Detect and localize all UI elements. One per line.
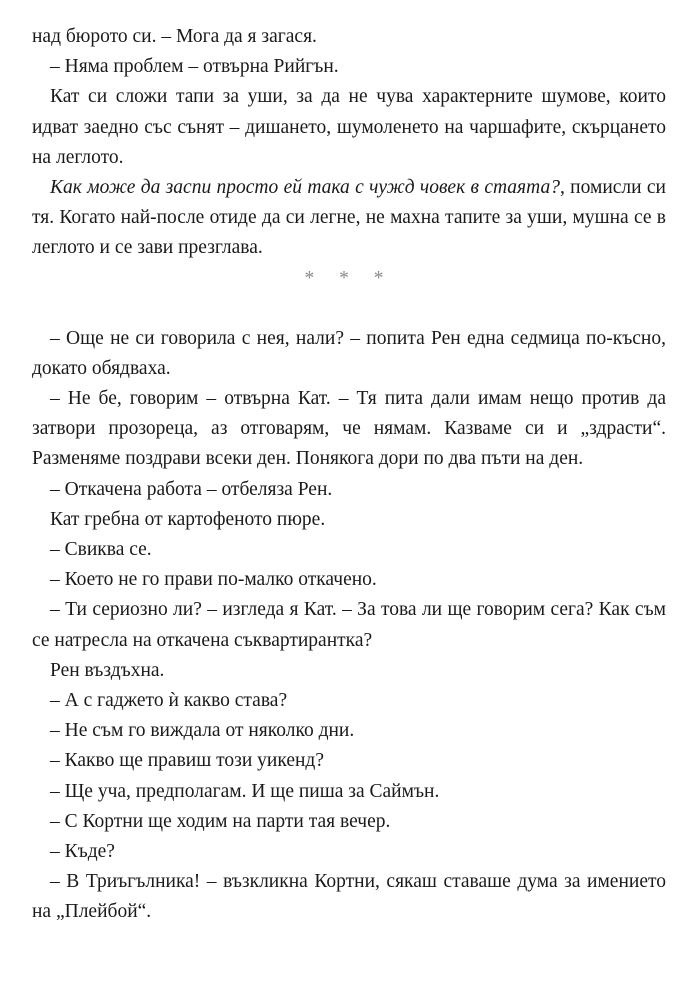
paragraph: – В Триъгълника! – възкликна Кортни, сякаш ставаше дума за имението на „Плейбой“. [32, 871, 666, 923]
paragraph: – Още не си говорила с нея, нали? – попита Рен една седмица по-късно, докато обядваха. [32, 327, 666, 379]
paragraph: – Не бе, говорим – отвърна Кат. – Тя пита дали имам нещо против да затвори прозореца, аз отговарям, че нямам. Казваме си и „здрасти“. Разменяме поздрави всеки ден. Понякога дори по два пъти на ден. [32, 388, 666, 470]
paragraph: – Което не го прави по-малко откачено. [50, 569, 377, 591]
italic-thought: Как може да заспи просто ей така с чужд човек в стаята? [50, 177, 560, 199]
paragraph: – Ще уча, предполагам. И ще пиша за Саймън. [50, 780, 440, 802]
paragraph: – С Кортни ще ходим на парти тая вечер. [50, 810, 391, 832]
paragraph: Кат си сложи тапи за уши, за да не чува характерните шумове, които идват заедно със сънят – дишането, шумоленето на чаршафите, скърцането на леглото. [32, 86, 666, 168]
section-separator: * * * [304, 267, 394, 289]
paragraph: Рен въздъхна. [50, 659, 165, 681]
paragraph: Кат гребна от картофеното пюре. [50, 508, 326, 530]
paragraph [32, 173, 666, 264]
paragraph: – Къде? [50, 841, 115, 863]
document-page [32, 22, 666, 928]
paragraph: – Не съм го виждала от няколко дни. [50, 720, 355, 742]
paragraph: – А с гаджето ѝ какво става? [50, 690, 288, 712]
paragraph: над бюрото си. – Мога да я загася. [32, 26, 317, 47]
paragraph: – Какво ще правиш този уикенд? [50, 750, 324, 772]
paragraph: – Ти сериозно ли? – изгледа я Кат. – За това ли ще говорим сега? Как съм се натресла на откачена съквартирантка? [32, 599, 666, 651]
paragraph: – Свиква се. [50, 539, 152, 561]
paragraph-rest: , помисли си тя. Когато най-после отиде да си легне, не махна тапите за уши, мушна се в леглото и се зави презглава. [32, 177, 666, 259]
paragraph: – Няма проблем – отвърна Рийгън. [50, 56, 339, 78]
paragraph: – Откачена работа – отбеляза Рен. [50, 478, 333, 500]
